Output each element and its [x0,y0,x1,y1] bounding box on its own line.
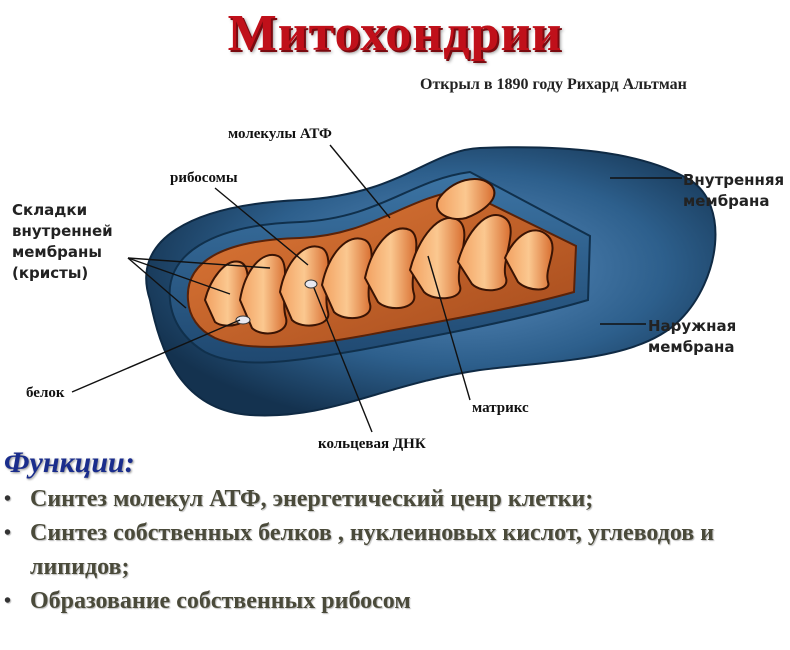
label-atp: молекулы АТФ [228,126,332,142]
bullet-icon: • [4,488,12,510]
label-matrix: матрикс [472,400,529,416]
label-protein: белок [26,385,65,401]
label-cristae: Складки внутренней мембраны (кристы) [12,201,113,282]
protein-granule [236,316,250,324]
discovery-note: Открыл в 1890 году Рихард Альтман [420,76,687,93]
label-inner-membrane: Внутренняя мембрана [683,171,785,210]
function-item: • Синтез собственных белков , нуклеиновых кислот, углеводов и липидов; [0,516,790,584]
bullet-icon: • [4,590,12,612]
function-item: • Образование собственных рибосом [0,584,790,618]
functions-list [0,482,790,618]
label-ribosomes: рибосомы [170,170,238,186]
functions-heading: Функции: [4,446,135,479]
label-dna: кольцевая ДНК [318,436,426,452]
ribosome-granule [305,280,317,288]
function-item: • Синтез молекул АТФ, энергетический ценр клетки; [0,482,790,516]
label-outer-membrane: Наружная мембрана [648,317,737,356]
page-title: Митохондрии [227,5,563,62]
bullet-icon: • [4,522,12,544]
